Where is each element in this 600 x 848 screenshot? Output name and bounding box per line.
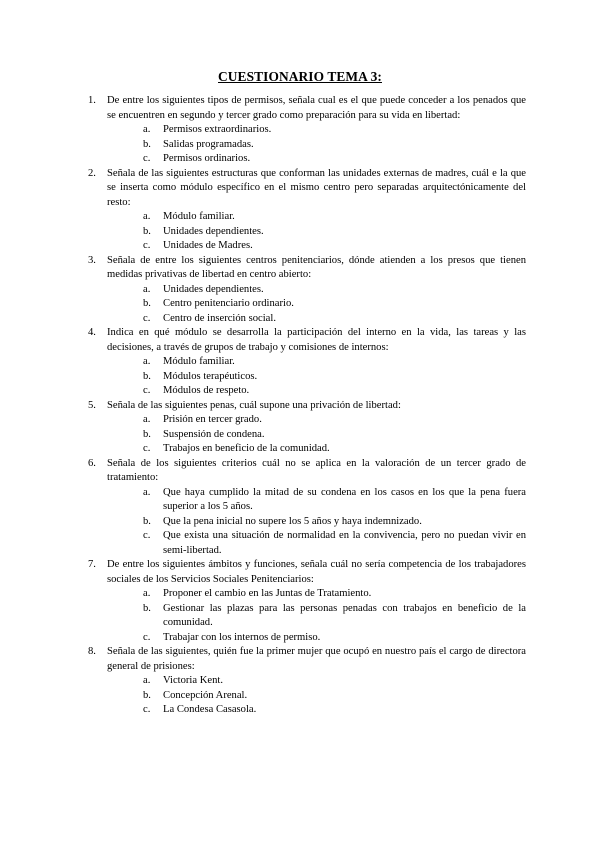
question-number: 7. bbox=[88, 559, 96, 570]
option-text: Salidas programadas. bbox=[163, 138, 254, 150]
option-item bbox=[143, 384, 526, 399]
option-item bbox=[143, 138, 526, 153]
option-letter: c. bbox=[143, 385, 151, 396]
option-item bbox=[143, 486, 526, 515]
option-item bbox=[143, 210, 526, 225]
option-list bbox=[107, 123, 526, 167]
option-text: Gestionar las plazas para las personas penadas con trabajos en beneficio de la comunidad. bbox=[163, 602, 526, 628]
option-text: Permisos extraordinarios. bbox=[163, 124, 272, 135]
option-text: Que haya cumplido la mitad de su condena en los casos en los que la pena fuera superior a los 5 años. bbox=[163, 486, 526, 512]
option-item bbox=[143, 225, 526, 240]
option-item bbox=[143, 442, 526, 457]
option-letter: b. bbox=[143, 689, 151, 701]
option-item bbox=[143, 152, 526, 167]
question-list bbox=[88, 94, 526, 718]
option-item bbox=[143, 239, 526, 254]
question-item bbox=[88, 94, 526, 167]
option-letter: b. bbox=[143, 298, 151, 309]
option-text: La Condesa Casasola. bbox=[163, 704, 257, 715]
option-letter: b. bbox=[143, 428, 151, 440]
question-item bbox=[88, 167, 526, 254]
question-item bbox=[88, 399, 526, 457]
option-list bbox=[107, 587, 526, 645]
question-item bbox=[88, 558, 526, 645]
question-number: 1. bbox=[88, 95, 96, 106]
option-text: Victoria Kent. bbox=[163, 675, 223, 686]
option-item bbox=[143, 689, 526, 704]
option-item bbox=[143, 602, 526, 631]
option-letter: c. bbox=[143, 312, 151, 324]
option-item bbox=[143, 283, 526, 298]
option-item bbox=[143, 297, 526, 312]
question-number: 3. bbox=[88, 254, 96, 266]
question-text: De entre los siguientes ámbitos y funciones, señala cuál no sería competencia de los trabajadores sociales de los Servicios Sociales Penitenciarios: bbox=[107, 559, 526, 585]
option-item bbox=[143, 413, 526, 428]
option-letter: a. bbox=[143, 124, 151, 135]
option-text: Que exista una situación de normalidad en la convivencia, pero no puedan vivir en semi-libertad. bbox=[163, 530, 526, 556]
option-text: Módulos de respeto. bbox=[163, 385, 250, 396]
option-list bbox=[107, 355, 526, 399]
question-text: Señala de los siguientes criterios cuál no se aplica en la valoración de un tercer grado de tratamiento: bbox=[107, 457, 526, 483]
question-number: 4. bbox=[88, 327, 96, 338]
option-item bbox=[143, 631, 526, 646]
option-item bbox=[143, 515, 526, 530]
option-text: Módulo familiar. bbox=[163, 356, 235, 367]
option-letter: c. bbox=[143, 530, 151, 541]
question-item bbox=[88, 457, 526, 559]
option-text: Que la pena inicial no supere los 5 años y haya indemnizado. bbox=[163, 515, 422, 527]
option-letter: b. bbox=[143, 602, 151, 614]
option-text: Trabajar con los internos de permiso. bbox=[163, 631, 321, 643]
option-letter: a. bbox=[143, 283, 151, 295]
option-letter: a. bbox=[143, 211, 151, 222]
question-item bbox=[88, 645, 526, 718]
option-list bbox=[107, 283, 526, 327]
option-list bbox=[107, 210, 526, 254]
option-letter: b. bbox=[143, 370, 151, 382]
option-text: Prisión en tercer grado. bbox=[163, 414, 262, 425]
option-text: Centro penitenciario ordinario. bbox=[163, 298, 294, 309]
option-item bbox=[143, 428, 526, 443]
option-text: Módulos terapéuticos. bbox=[163, 370, 258, 382]
option-item bbox=[143, 529, 526, 558]
option-text: Unidades dependientes. bbox=[163, 225, 264, 237]
option-text: Permisos ordinarios. bbox=[163, 153, 251, 164]
option-list bbox=[107, 674, 526, 718]
option-text: Concepción Arenal. bbox=[163, 689, 248, 701]
option-item bbox=[143, 674, 526, 689]
option-item bbox=[143, 312, 526, 327]
option-letter: c. bbox=[143, 704, 151, 715]
option-letter: b. bbox=[143, 225, 151, 237]
option-text: Trabajos en beneficio de la comunidad. bbox=[163, 443, 330, 454]
option-item bbox=[143, 355, 526, 370]
option-text: Proponer el cambio en las Juntas de Tratamiento. bbox=[163, 588, 372, 599]
option-letter: a. bbox=[143, 675, 151, 686]
question-number: 2. bbox=[88, 167, 96, 179]
option-item bbox=[143, 587, 526, 602]
option-list bbox=[107, 413, 526, 457]
option-text: Unidades dependientes. bbox=[163, 283, 264, 295]
option-letter: c. bbox=[143, 153, 151, 164]
option-letter: b. bbox=[143, 138, 151, 150]
option-letter: c. bbox=[143, 240, 151, 251]
option-letter: c. bbox=[143, 443, 151, 454]
question-text: Señala de las siguientes, quién fue la primer mujer que ocupó en nuestro país el cargo de directora general de prisiones: bbox=[107, 646, 526, 672]
question-item bbox=[88, 254, 526, 327]
option-list bbox=[107, 486, 526, 559]
option-text: Módulo familiar. bbox=[163, 211, 235, 222]
option-text: Suspensión de condena. bbox=[163, 428, 265, 440]
question-text: De entre los siguientes tipos de permisos, señala cual es el que puede conceder a los penados que se encuentren en segundo y tercer grado como preparación para su vida en libertad: bbox=[107, 95, 526, 121]
option-letter: a. bbox=[143, 588, 151, 599]
option-item bbox=[143, 370, 526, 385]
option-text: Centro de inserción social. bbox=[163, 312, 276, 324]
option-letter: b. bbox=[143, 515, 151, 527]
question-number: 6. bbox=[88, 457, 96, 469]
question-text: Señala de las siguientes penas, cuál supone una privación de libertad: bbox=[107, 399, 401, 411]
option-letter: c. bbox=[143, 631, 151, 643]
question-number: 5. bbox=[88, 399, 96, 411]
option-letter: a. bbox=[143, 414, 151, 425]
question-number: 8. bbox=[88, 646, 96, 657]
question-item bbox=[88, 326, 526, 399]
option-letter: a. bbox=[143, 356, 151, 367]
page-title: CUESTIONARIO TEMA 3: bbox=[218, 69, 382, 84]
option-letter: a. bbox=[143, 486, 151, 498]
option-item bbox=[143, 703, 526, 718]
question-text: Señala de entre los siguientes centros penitenciarios, dónde atienden a los presos que tienen medidas privativas de libertad en centro abierto: bbox=[107, 254, 526, 280]
question-text: Señala de las siguientes estructuras que conforman las unidades externas de madres, cuál e la que se inserta como módulo específico en el mismo centro pero separadas arquitectónicamente del resto: bbox=[107, 167, 526, 208]
option-item bbox=[143, 123, 526, 138]
option-text: Unidades de Madres. bbox=[163, 240, 253, 251]
question-text: Indica en qué módulo se desarrolla la participación del interno en la vida, las tareas y las decisiones, a través de grupos de trabajo y comisiones de internos: bbox=[107, 327, 526, 353]
